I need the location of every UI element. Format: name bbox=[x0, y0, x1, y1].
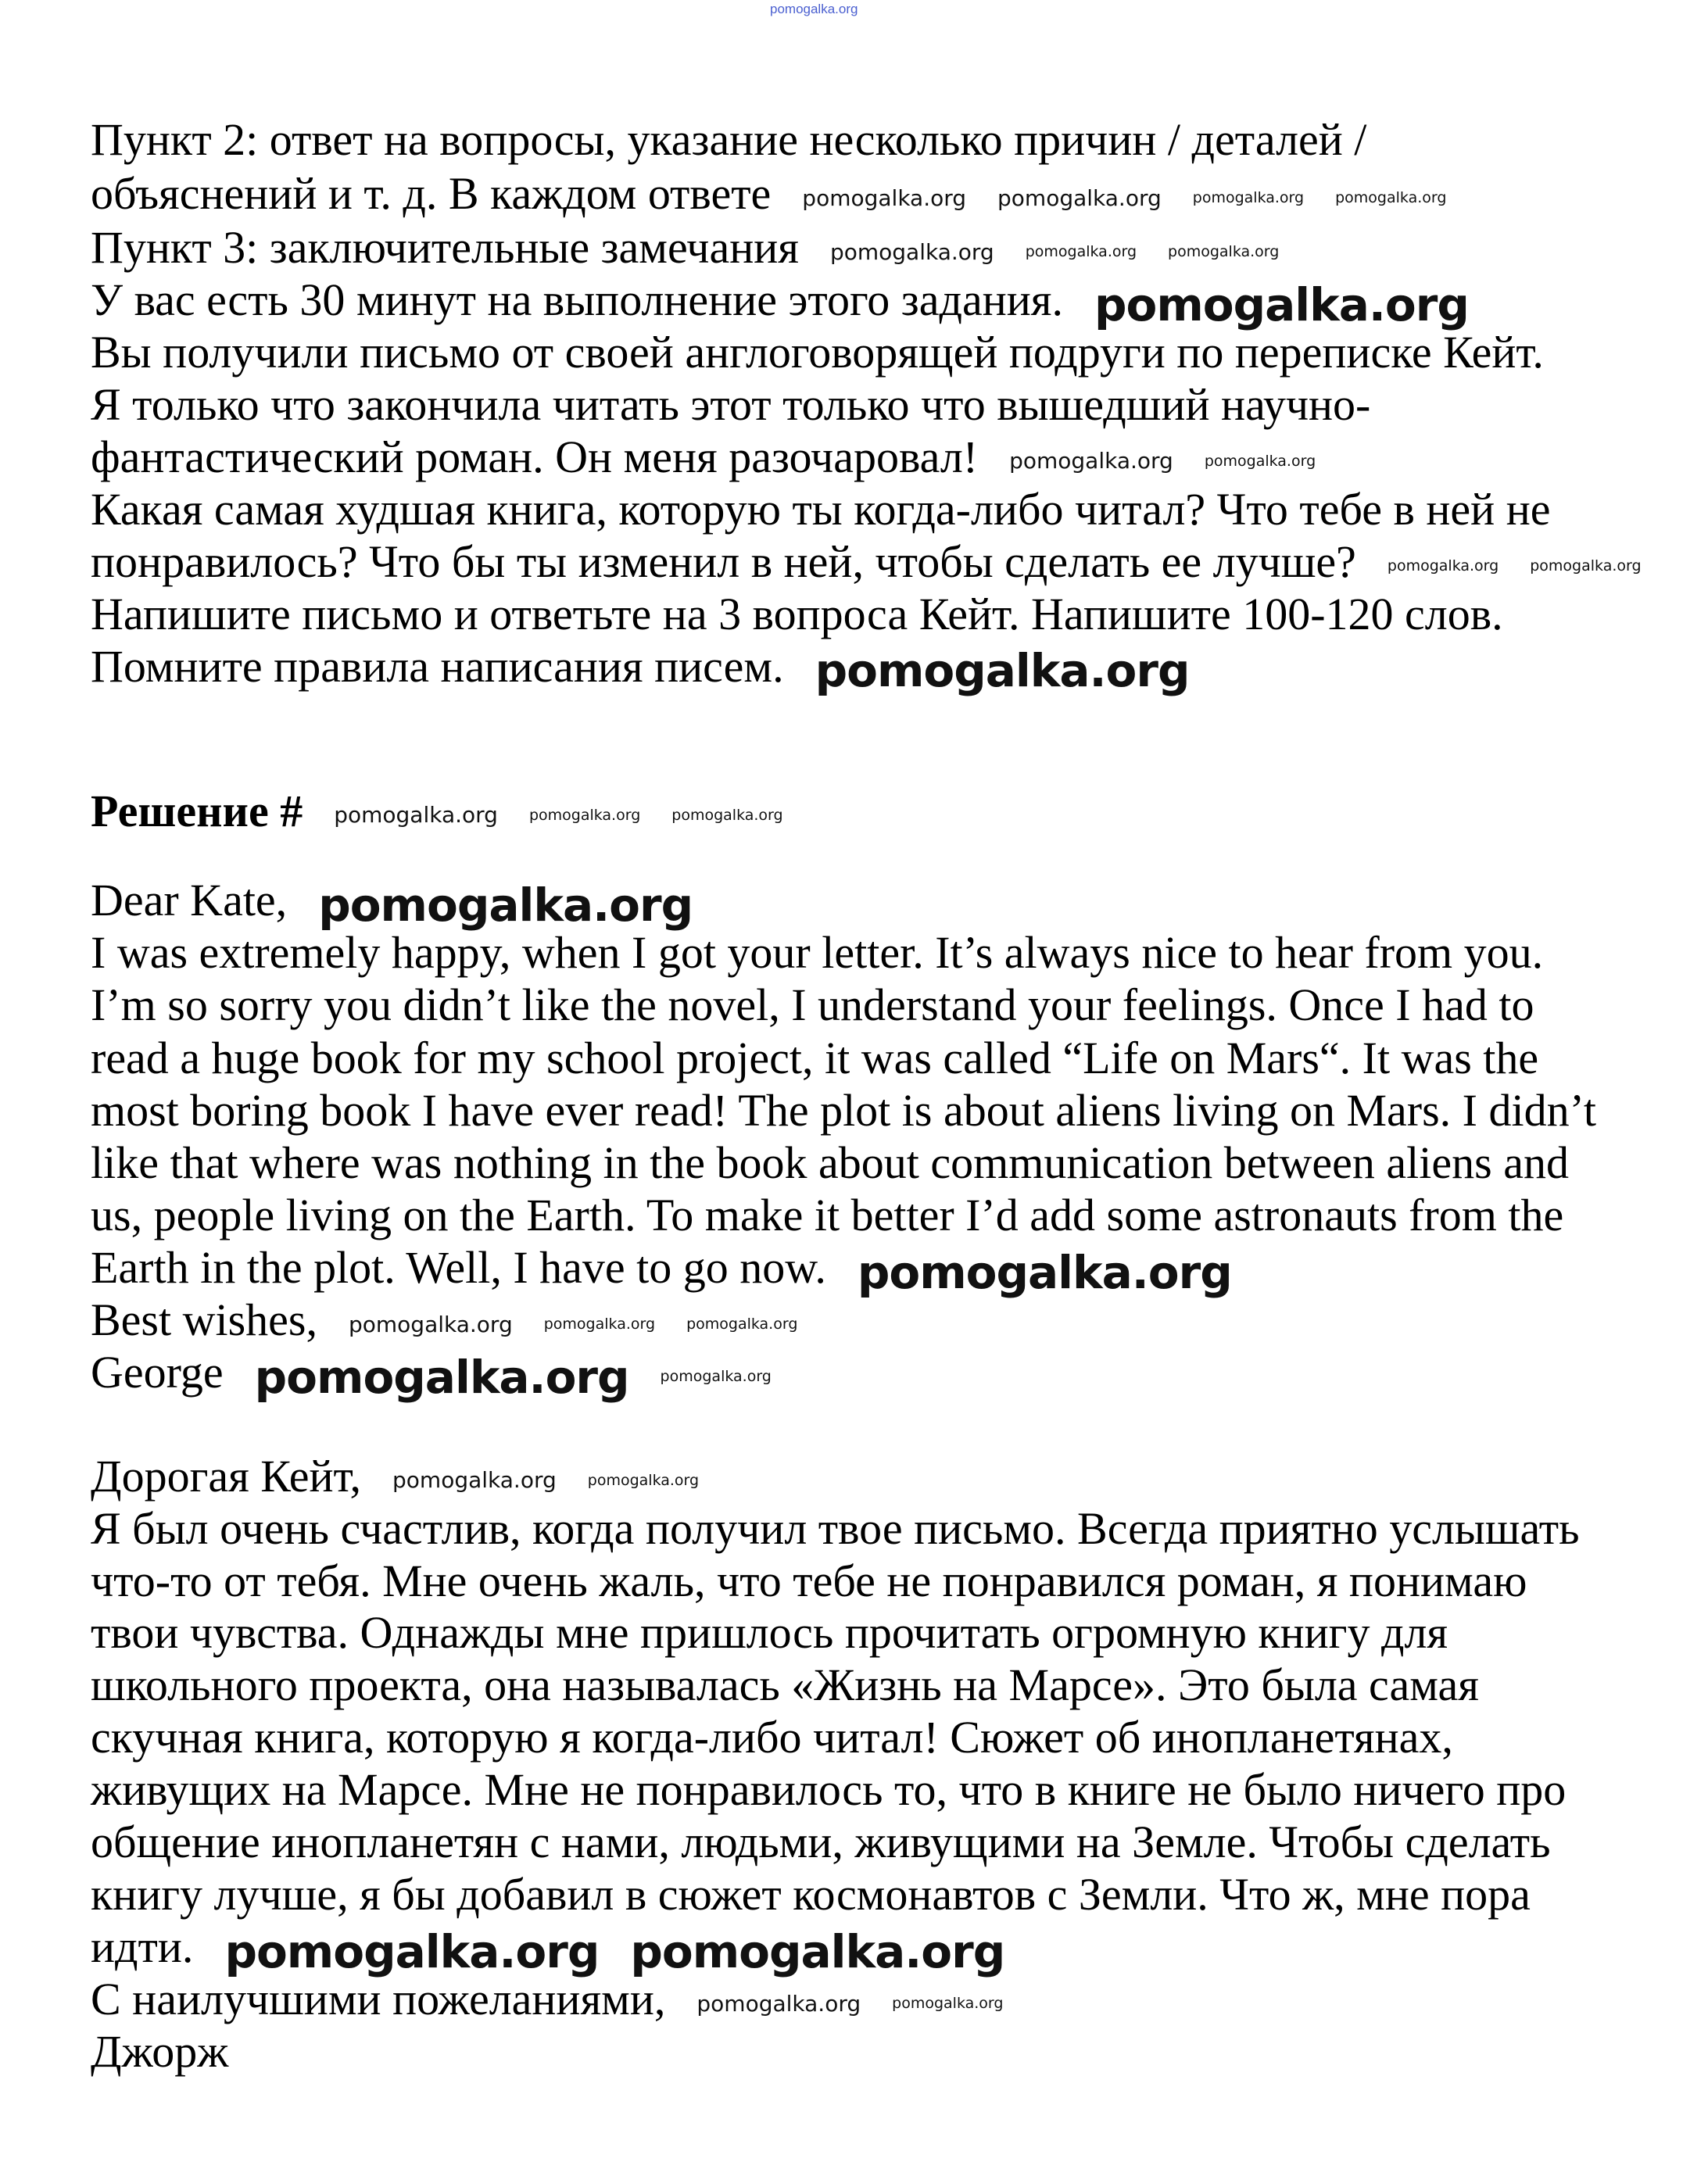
task-line-text: объяснений и т. д. В каждом ответе bbox=[91, 168, 772, 220]
watermark: pomogalka.org bbox=[1009, 448, 1173, 474]
solution-heading-text: Решение # bbox=[91, 785, 303, 836]
watermark: pomogalka.org bbox=[1025, 243, 1137, 261]
task-line-text: Помните правила написания писем. bbox=[91, 640, 784, 692]
task-line-text: фантастический роман. Он меня разочаровал! bbox=[91, 431, 979, 482]
task-line bbox=[91, 326, 1544, 379]
russian-letter-line bbox=[91, 1763, 1566, 1817]
russian-letter-line bbox=[91, 1868, 1531, 1921]
russian-letter-line-text: скучная книга, которую я когда-либо читал! Сюжет об инопланетянах, bbox=[91, 1712, 1453, 1763]
russian-letter-line bbox=[91, 1502, 1580, 1555]
watermark: pomogalka.org bbox=[857, 1245, 1232, 1299]
watermark: pomogalka.org bbox=[392, 1467, 557, 1494]
task-line bbox=[91, 588, 1503, 641]
watermark: pomogalka.org bbox=[696, 1990, 861, 2017]
russian-letter-line bbox=[91, 1606, 1448, 1659]
task-line-text: Пункт 3: заключительные замечания bbox=[91, 221, 799, 273]
watermark: pomogalka.org bbox=[997, 184, 1162, 211]
watermark: pomogalka.org bbox=[318, 878, 693, 932]
english-letter-line bbox=[91, 1032, 1538, 1085]
watermark: pomogalka.org bbox=[349, 1311, 513, 1337]
task-line bbox=[91, 113, 1366, 166]
task-line bbox=[91, 274, 1469, 331]
russian-letter-line-text: общение инопланетян с нами, людьми, живущими на Земле. Чтобы сделать bbox=[91, 1817, 1551, 1868]
task-line bbox=[91, 378, 1370, 431]
russian-letter-line bbox=[91, 1920, 1005, 1978]
watermark: pomogalka.org bbox=[1168, 243, 1280, 261]
english-letter-line bbox=[91, 979, 1534, 1032]
watermark: pomogalka.org bbox=[1192, 189, 1305, 207]
english-letter-line bbox=[91, 926, 1543, 979]
english-letter-line bbox=[91, 1346, 772, 1404]
russian-letter-line bbox=[91, 1711, 1453, 1764]
watermark: pomogalka.org bbox=[1094, 277, 1469, 331]
russian-letter-line-text: книгу лучше, я бы добавил в сюжет космонавтов с Земли. Что ж, мне пора bbox=[91, 1869, 1531, 1920]
watermark: pomogalka.org bbox=[1335, 189, 1447, 207]
watermark: pomogalka.org bbox=[254, 1350, 629, 1404]
english-letter-line-text: read a huge book for my school project, it was called “Life on Mars“. It was the bbox=[91, 1032, 1539, 1083]
english-letter-line bbox=[91, 1136, 1569, 1190]
russian-letter-line-text: С наилучшими пожеланиями, bbox=[91, 1974, 666, 2025]
task-line bbox=[91, 640, 1190, 698]
russian-letter-line bbox=[91, 1659, 1479, 1712]
task-line-text: Я только что закончила читать этот только что вышедший научно- bbox=[91, 378, 1371, 430]
russian-letter-line-text: Я был очень счастлив, когда получил твое письмо. Всегда приятно услышать bbox=[91, 1502, 1580, 1554]
russian-letter-line-text: что-то от тебя. Мне очень жаль, что тебе не понравился роман, я понимаю bbox=[91, 1555, 1527, 1606]
watermark: pomogalka.org bbox=[1530, 557, 1642, 575]
task-line bbox=[91, 483, 1551, 536]
watermark: pomogalka.org bbox=[543, 1315, 656, 1333]
watermark: pomogalka.org bbox=[630, 1924, 1005, 1978]
task-line-text: Пункт 2: ответ на вопросы, указание несколько причин / деталей / bbox=[91, 114, 1367, 166]
english-letter-line bbox=[91, 874, 693, 932]
solution-heading bbox=[91, 785, 783, 838]
english-letter-line bbox=[91, 1084, 1596, 1137]
task-line bbox=[91, 431, 1316, 484]
watermark: pomogalka.org bbox=[528, 806, 641, 824]
russian-letter-line bbox=[91, 1555, 1527, 1608]
russian-letter-line-text: Дорогая Кейт, bbox=[91, 1450, 362, 1502]
english-letter-line-text: I’m so sorry you didn’t like the novel, I understand your feelings. Once I had to bbox=[91, 979, 1534, 1031]
watermark: pomogalka.org bbox=[671, 806, 783, 824]
task-line-text: понравилось? Что бы ты изменил в ней, чтобы сделать ее лучше? bbox=[91, 535, 1356, 587]
english-letter-line-text: Earth in the plot. Well, I have to go now. bbox=[91, 1242, 826, 1294]
english-letter-line-text: Best wishes, bbox=[91, 1294, 317, 1346]
russian-letter-line-text: школьного проекта, она называлась «Жизнь на Марсе». Это была самая bbox=[91, 1659, 1479, 1711]
english-letter-line-text: I was extremely happy, when I got your letter. It’s always nice to hear from you. bbox=[91, 927, 1544, 979]
task-line-text: У вас есть 30 минут на выполнение этого задания. bbox=[91, 274, 1063, 325]
english-letter-line-text: most boring book I have ever read! The plot is about aliens living on Mars. I didn’t bbox=[91, 1084, 1596, 1136]
task-line bbox=[91, 221, 1279, 274]
watermark: pomogalka.org bbox=[224, 1924, 600, 1978]
task-line-text: Вы получили письмо от своей англоговорящей подруги по переписке Кейт. bbox=[91, 326, 1544, 378]
russian-letter-line-text: твои чувства. Однажды мне пришлось прочитать огромную книгу для bbox=[91, 1607, 1448, 1659]
header-link[interactable]: pomogalka.org bbox=[770, 2, 858, 16]
watermark: pomogalka.org bbox=[587, 1471, 700, 1489]
english-letter-line-text: us, people living on the Earth. To make it better I’d add some astronauts from the bbox=[91, 1189, 1564, 1240]
watermark: pomogalka.org bbox=[660, 1368, 772, 1386]
watermark: pomogalka.org bbox=[1387, 557, 1499, 575]
english-letter-line bbox=[91, 1189, 1563, 1242]
russian-letter-line bbox=[91, 2025, 228, 2078]
russian-letter-line-text: Джорж bbox=[91, 2026, 229, 2078]
watermark: pomogalka.org bbox=[815, 644, 1190, 698]
watermark: pomogalka.org bbox=[829, 238, 994, 265]
task-line bbox=[91, 535, 1642, 589]
watermark: pomogalka.org bbox=[892, 1995, 1004, 2013]
russian-letter-line-text: идти. bbox=[91, 1921, 194, 1973]
english-letter-line-text: George bbox=[91, 1347, 224, 1398]
russian-letter-line bbox=[91, 1816, 1551, 1869]
task-line-text: Напишите письмо и ответьте на 3 вопроса Кейт. Напишите 100-120 слов. bbox=[91, 588, 1503, 639]
english-letter-line-text: Dear Kate, bbox=[91, 875, 288, 926]
watermark: pomogalka.org bbox=[334, 802, 498, 829]
english-letter-line bbox=[91, 1294, 797, 1347]
russian-letter-line bbox=[91, 1450, 699, 1503]
watermark: pomogalka.org bbox=[686, 1315, 798, 1333]
watermark: pomogalka.org bbox=[802, 184, 967, 211]
watermark: pomogalka.org bbox=[1204, 452, 1316, 470]
english-letter-line bbox=[91, 1241, 1232, 1299]
english-letter-line-text: like that where was nothing in the book about communication between aliens and bbox=[91, 1136, 1569, 1188]
task-line bbox=[91, 167, 1446, 220]
russian-letter-line-text: живущих на Марсе. Мне не понравилось то, что в книге не было ничего про bbox=[91, 1764, 1567, 1816]
russian-letter-line bbox=[91, 1973, 1003, 2026]
task-line-text: Какая самая худшая книга, которую ты когда-либо читал? Что тебе в ней не bbox=[91, 483, 1551, 535]
